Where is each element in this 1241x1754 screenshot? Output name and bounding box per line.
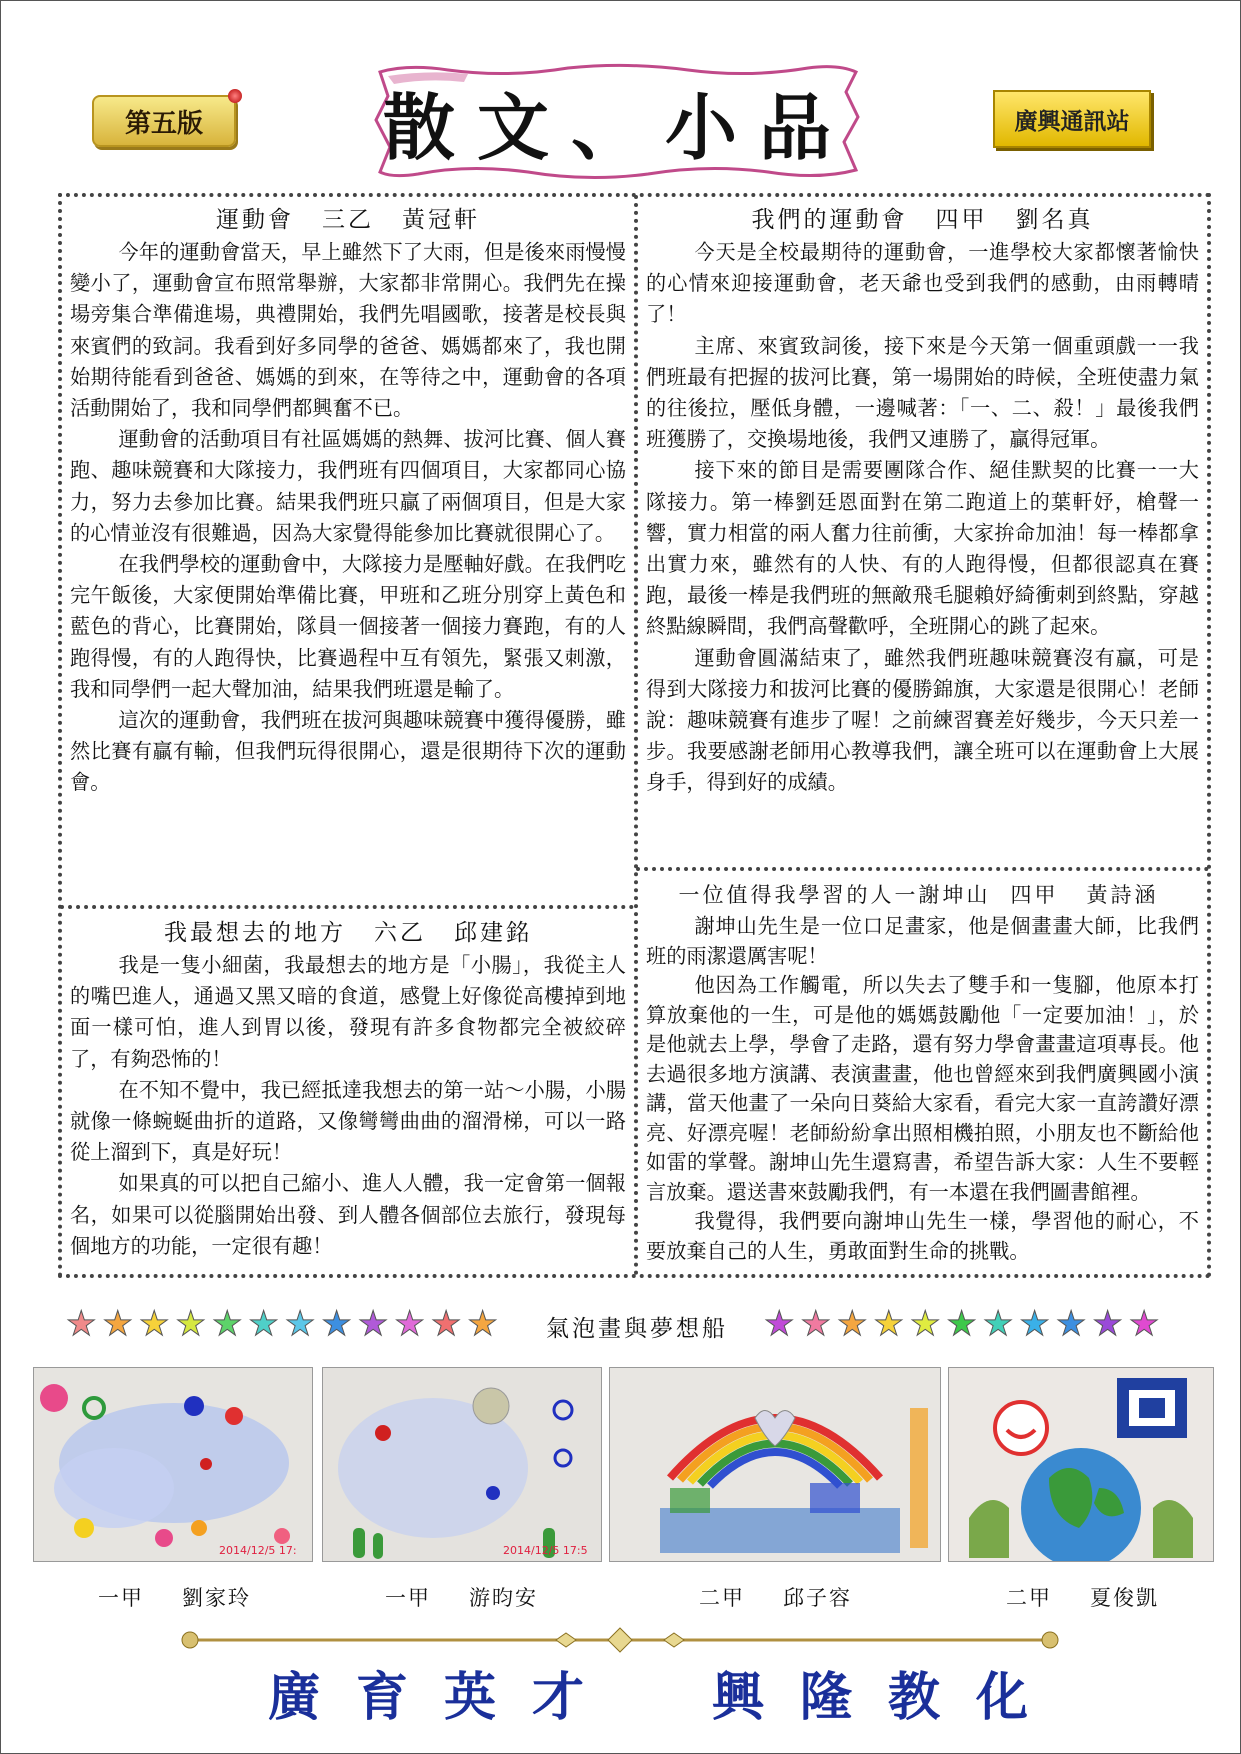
star-icon: ★ bbox=[1128, 1304, 1160, 1344]
column-divider bbox=[634, 195, 638, 1276]
article-sports-day bbox=[70, 205, 626, 799]
paragraph: 在我們學校的運動會中，大隊接力是壓軸好戲。在我們吃完午飯後，大家便開始準備比賽，甲班和乙班分別穿上黃色和藍色的背心，比賽開始，隊員一個接著一個接力賽跑，有的人跑得慢，有的人跑得快，比賽過程中互有領先，緊張又刺激，我和同學們一起大聲加油，結果我們班還是輸了。 bbox=[70, 552, 626, 701]
star-icon: ★ bbox=[873, 1304, 904, 1344]
left-row-divider bbox=[60, 905, 634, 909]
photo-caption: 一甲 游昀安 bbox=[385, 1586, 538, 1610]
paragraph: 主席、來賓致詞後，接下來是今天第一個重頭戲一一我們班最有把握的拔河比賽，第一場開始的時候，全班使盡力氣的往後拉，壓低身體，一邊喊著：「一、二、殺！」最後我們班獲勝了，交換場地後，我們又連勝了，贏得冠軍。 bbox=[646, 333, 1199, 452]
photo-dream-ship-2 bbox=[948, 1367, 1214, 1562]
paragraph: 他因為工作觸電，所以失去了雙手和一隻腳，他原本打算放棄他的一生，可是他的媽媽鼓勵他「一定要加油！」，於是他就去上學，學會了走路，還有努力學會畫畫這項專長。他去過很多地方演講、表演畫畫，他也曾經來到我們廣興國小演講，當天他畫了一朵向日葵給大家看，看完大家一直誇讚好漂亮、好漂亮喔！老師紛紛拿出照相機拍照，小朋友也不斷給他如雷的掌聲。謝坤山先生還寫書，希望告訴大家：人生不要輕言放棄。還送書來鼓勵我們，有一本還在我們圖書館裡。 bbox=[646, 973, 1199, 1204]
star-icon: ★ bbox=[800, 1304, 831, 1344]
photo-caption: 二甲 夏俊凱 bbox=[1006, 1586, 1159, 1610]
bubble-painting-image bbox=[34, 1368, 312, 1561]
star-icon: ★ bbox=[102, 1304, 133, 1344]
star-icon: ★ bbox=[211, 1304, 243, 1344]
dream-ship-drawing-image bbox=[949, 1368, 1213, 1561]
star-icon: ★ bbox=[1019, 1304, 1050, 1344]
paragraph: 謝坤山先生是一位口足畫家，他是個畫畫大師，比我們班的雨潔還厲害呢！ bbox=[646, 914, 1199, 968]
photo-bubble-painting-1 bbox=[33, 1367, 313, 1562]
slogan-right: 興隆教化 bbox=[712, 1667, 1065, 1728]
article-place-to-go bbox=[70, 918, 626, 1262]
paragraph: 如果真的可以把自己縮小、進人人體，我一定會第一個報名，如果可以從腦開始出發、到人體各個部位去旅行，發現每個地方的功能，一定很有趣！ bbox=[70, 1171, 626, 1258]
star-icon: ★ bbox=[430, 1304, 462, 1344]
star-icon: ★ bbox=[982, 1304, 1014, 1344]
photo-caption: 二甲 邱子容 bbox=[699, 1586, 852, 1610]
article-our-sports-day bbox=[646, 205, 1199, 799]
star-icon: ★ bbox=[175, 1304, 206, 1344]
photo-timestamp: 2014/12/5 17:5 bbox=[503, 1544, 588, 1557]
paragraph: 今天是全校最期待的運動會，一進學校大家都懷著愉快的心情來迎接運動會，老天爺也受到我們的感動，由雨轉晴了！ bbox=[646, 240, 1199, 327]
article-title: 我們的運動會 四甲 劉名真 bbox=[751, 207, 1094, 233]
title-scroll bbox=[368, 62, 868, 182]
slogan-left: 廣育英才 bbox=[268, 1667, 621, 1728]
star-icon: ★ bbox=[909, 1304, 941, 1344]
newsletter-badge bbox=[993, 90, 1151, 148]
star-icon: ★ bbox=[946, 1304, 977, 1344]
photo-timestamp: 2014/12/5 17: bbox=[219, 1544, 297, 1557]
star-icon: ★ bbox=[1055, 1304, 1087, 1344]
article-title: 我最想去的地方 六乙 邱建銘 bbox=[164, 920, 532, 946]
photo-dream-ship-1 bbox=[609, 1367, 941, 1562]
paragraph: 我覺得，我們要向謝坤山先生一樣，學習他的耐心，不要放棄自己的人生，勇敢面對生命的挑戰。 bbox=[646, 1209, 1199, 1263]
article-body bbox=[646, 912, 1199, 1266]
pin-icon bbox=[228, 89, 242, 103]
article-body bbox=[646, 237, 1199, 799]
star-icon: ★ bbox=[764, 1304, 795, 1344]
dream-ship-drawing-image bbox=[610, 1368, 940, 1561]
decorative-rule-icon bbox=[180, 1625, 1060, 1655]
star-row-left bbox=[66, 1306, 498, 1342]
paragraph: 在不知不覺中，我已經抵達我想去的第一站～小腸，小腸就像一條蜿蜒曲折的道路，又像彎彎曲曲的溜滑梯，可以一路從上溜到下，真是好玩！ bbox=[70, 1077, 626, 1165]
star-icon: ★ bbox=[357, 1304, 389, 1344]
newsletter-label: 廣興通訊站 bbox=[1014, 107, 1130, 135]
article-title: 運動會 三乙 黃冠軒 bbox=[216, 207, 480, 233]
gallery-title: 氣泡畫與夢想船 bbox=[546, 1316, 728, 1342]
edition-label: 第五版 bbox=[124, 108, 203, 139]
paragraph: 這次的運動會，我們班在拔河與趣味競賽中獲得優勝，雖然比賽有贏有輸，但我們玩得很開心，還是很期待下次的運動會。 bbox=[70, 708, 626, 795]
star-icon: ★ bbox=[284, 1304, 316, 1344]
star-icon: ★ bbox=[1092, 1304, 1123, 1344]
page-title: 散文、小品 bbox=[382, 85, 853, 170]
paragraph: 我是一隻小細菌，我最想去的地方是「小腸」，我從主人的嘴巴進人，通過又黑又暗的食道，感覺上好像從高樓掉到地面一樣可怕，進人到胃以後，發現有許多食物都完全被絞碎了，有夠恐怖的！ bbox=[70, 953, 626, 1071]
star-icon: ★ bbox=[138, 1304, 170, 1344]
edition-badge bbox=[92, 95, 236, 147]
star-icon: ★ bbox=[836, 1304, 868, 1344]
paragraph: 今年的運動會當天，早上雖然下了大雨，但是後來雨慢慢變小了，運動會宣布照常舉辦，大家都非常開心。我們先在操場旁集合準備進場，典禮開始，我們先唱國歌，接著是校長與來賓們的致詞。我看到好多同學的爸爸、媽媽都來了，我也開始期待能看到爸爸、媽媽的到來，在等待之中，運動會的各項活動開始了，我和同學們都興奮不已。 bbox=[70, 240, 626, 421]
star-icon: ★ bbox=[248, 1304, 279, 1344]
article-body bbox=[70, 950, 626, 1262]
paragraph: 運動會的活動項目有社區媽媽的熱舞、拔河比賽、個人賽跑、趣味競賽和大隊接力，我們班有四個項目，大家都同心協力，努力去參加比賽。結果我們班只贏了兩個項目，但是大家的心情並沒有很難過，因為大家覺得能參加比賽就很開心了。 bbox=[70, 427, 626, 545]
bubble-painting-image bbox=[323, 1368, 601, 1561]
photo-bubble-painting-2 bbox=[322, 1367, 602, 1562]
photo-caption: 一甲 劉家玲 bbox=[98, 1586, 251, 1610]
article-body bbox=[70, 237, 626, 799]
right-row-divider bbox=[636, 867, 1209, 871]
star-icon: ★ bbox=[321, 1304, 352, 1344]
star-icon: ★ bbox=[66, 1304, 97, 1344]
paragraph: 接下來的節目是需要團隊合作、絕佳默契的比賽一一大隊接力。第一棒劉廷恩面對在第二跑道上的葉軒妤，槍聲一響，實力相當的兩人奮力往前衝，大家拚命加油！每一棒都拿出實力來，雖然有的人快、有的人跑得慢，但都很認真在賽跑，最後一棒是我們班的無敵飛毛腿賴妤綺衝刺到終點，穿越終點線瞬間，我們高聲歡呼，全班開心的跳了起來。 bbox=[646, 458, 1199, 639]
star-icon: ★ bbox=[394, 1304, 425, 1344]
star-icon: ★ bbox=[467, 1304, 498, 1344]
star-row-right bbox=[764, 1306, 1159, 1342]
article-title: 一位值得我學習的人一謝坤山 四甲 黃詩涵 bbox=[678, 883, 1159, 907]
article-role-model bbox=[646, 880, 1199, 1266]
paragraph: 運動會圓滿結束了，雖然我們班趣味競賽沒有贏，可是得到大隊接力和拔河比賽的優勝錦旗，大家還是很開心！老師說：趣味競賽有進步了喔！之前練習賽差好幾步，今天只差一步。我要感謝老師用心教導我們，讓全班可以在運動會上大展身手，得到好的成績。 bbox=[646, 645, 1199, 795]
